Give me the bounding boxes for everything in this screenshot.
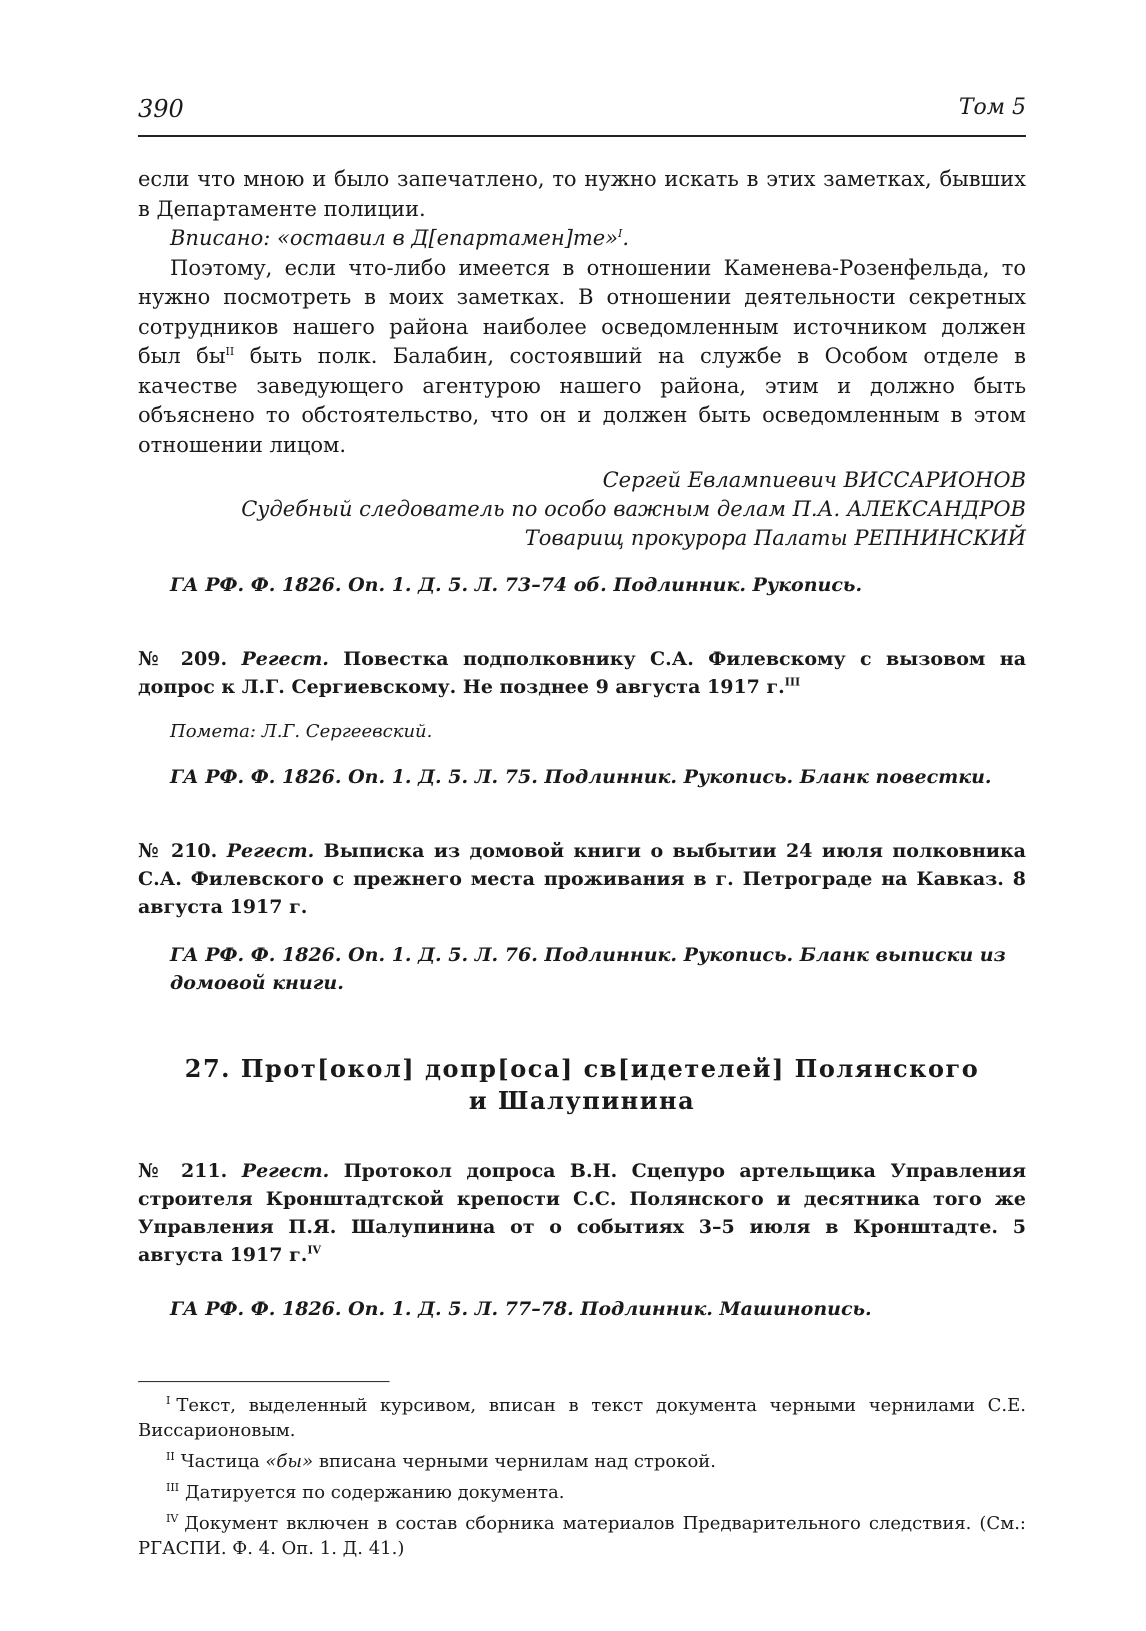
page-body (138, 165, 1026, 1561)
footnote-2: $^{II}$ Частица «бы» вписана черными чернилам над строкой. (166, 1450, 717, 1472)
footnote-divider (138, 1381, 390, 1383)
doc-number: № 210. (138, 840, 218, 862)
inscribed-text: Вписано: «оставил в Д[епартамен]те» (170, 226, 619, 250)
signatures-block (138, 466, 1026, 553)
regest-text: Протокол допроса В.Н. Сцепуро артельщика Управления строителя Кронштадтской крепости С.С. Полянского и десятника того же Управления П.Я. Шалупинина от о событиях 3–5 июля в Кронштадте. 5 августа 1917 г. (138, 1160, 1026, 1266)
footnote-ref-1: I (618, 227, 623, 240)
regest-211 (138, 1157, 1026, 1269)
signature-line: Судебный следователь по особо важным делам П.А. АЛЕКСАНДРОВ (241, 497, 1026, 521)
paragraph-3-part-b: быть полк. Балабин, состоявший на службе в Особом отделе в качестве заведующего агентурою нашего района, этим и должно быть объяснено то обстоятельство, что он и должен быть осведомленным в этом отношении лицом. (138, 344, 1027, 457)
archive-source-210: ГА РФ. Ф. 1826. Оп. 1. Д. 5. Л. 76. Подлинник. Рукопись. Бланк выписки из домовой книги. (170, 944, 1006, 994)
regest-text: Повестка подполковнику С.А. Филевскому с вызовом на допрос к Л.Г. Сергиевскому. Не позднее 9 августа 1917 г. (138, 648, 1027, 698)
regest-label: Регест. (226, 840, 315, 862)
footnote-ref-4: IV (307, 1243, 322, 1257)
footnote-ref-2: II (225, 345, 235, 358)
regest-text: Выписка из домовой книги о выбытии 24 июля полковника С.А. Филевского с прежнего места проживания в г. Петрограде на Кавказ. 8 августа 1917 г. (138, 840, 1026, 918)
marginal-note: Помета: Л.Г. Сергеевский. (170, 721, 433, 742)
archive-source-211: ГА РФ. Ф. 1826. Оп. 1. Д. 5. Л. 77–78. Подлинник. Машинопись. (170, 1298, 872, 1320)
regest-210 (138, 837, 1026, 921)
doc-number: № 209. (138, 648, 228, 670)
signature-line: Товарищ прокурора Палаты РЕПНИНСКИЙ (524, 526, 1026, 550)
archive-source-209: ГА РФ. Ф. 1826. Оп. 1. Д. 5. Л. 75. Подлинник. Рукопись. Бланк повестки. (170, 766, 992, 788)
paragraph-3 (138, 254, 1026, 461)
regest-209 (138, 645, 1026, 701)
page-number: 390 (138, 95, 184, 123)
archive-source-1: ГА РФ. Ф. 1826. Оп. 1. Д. 5. Л. 73–74 об. Подлинник. Рукопись. (170, 574, 863, 596)
footnote-1: $^I$ Текст, выделенный курсивом, вписан в текст документа черными чернилами С.Е. Виссарионовым. (138, 1394, 1026, 1441)
section-heading-line-2: и Шалупинина (468, 1086, 696, 1115)
volume-label: Том 5 (958, 95, 1026, 120)
paragraph-3-part-a: Поэтому, если что-либо имеется в отношении Каменева-Розенфельда, то нужно посмотреть в моих заметках. В отношении деятельности секретных сотрудников нашего района наиболее осведомленным источником должен был бы (138, 255, 1026, 368)
doc-number: № 211. (138, 1160, 228, 1182)
section-heading (138, 1053, 1026, 1117)
regest-label: Регест. (241, 1160, 330, 1182)
signature-line: Сергей Евлампиевич ВИССАРИОНОВ (602, 468, 1026, 492)
footnote-4: $^{IV}$ Документ включен в состав сборника материалов Предварительного следствия. (См.: РГАСПИ. Ф. 4. Оп. 1. Д. 41.) (138, 1512, 1026, 1559)
section-heading-line-1: 27. Прот[окол] допр[оса] св[идетелей] Полянского (184, 1054, 980, 1083)
footnote-ref-3: III (784, 675, 801, 689)
page-header (138, 95, 1026, 137)
footnote-3: $^{III}$ Датируется по содержанию документа. (166, 1481, 565, 1503)
paragraph-inscribed: Вписано: «оставил в Д[епартамен]те»$^I$. (170, 226, 630, 250)
paragraph-1: если что мною и было запечатлено, то нужно искать в этих заметках, бывших в Департаменте полиции. (138, 167, 1026, 221)
footnotes (138, 1393, 1026, 1561)
regest-label: Регест. (241, 648, 329, 670)
